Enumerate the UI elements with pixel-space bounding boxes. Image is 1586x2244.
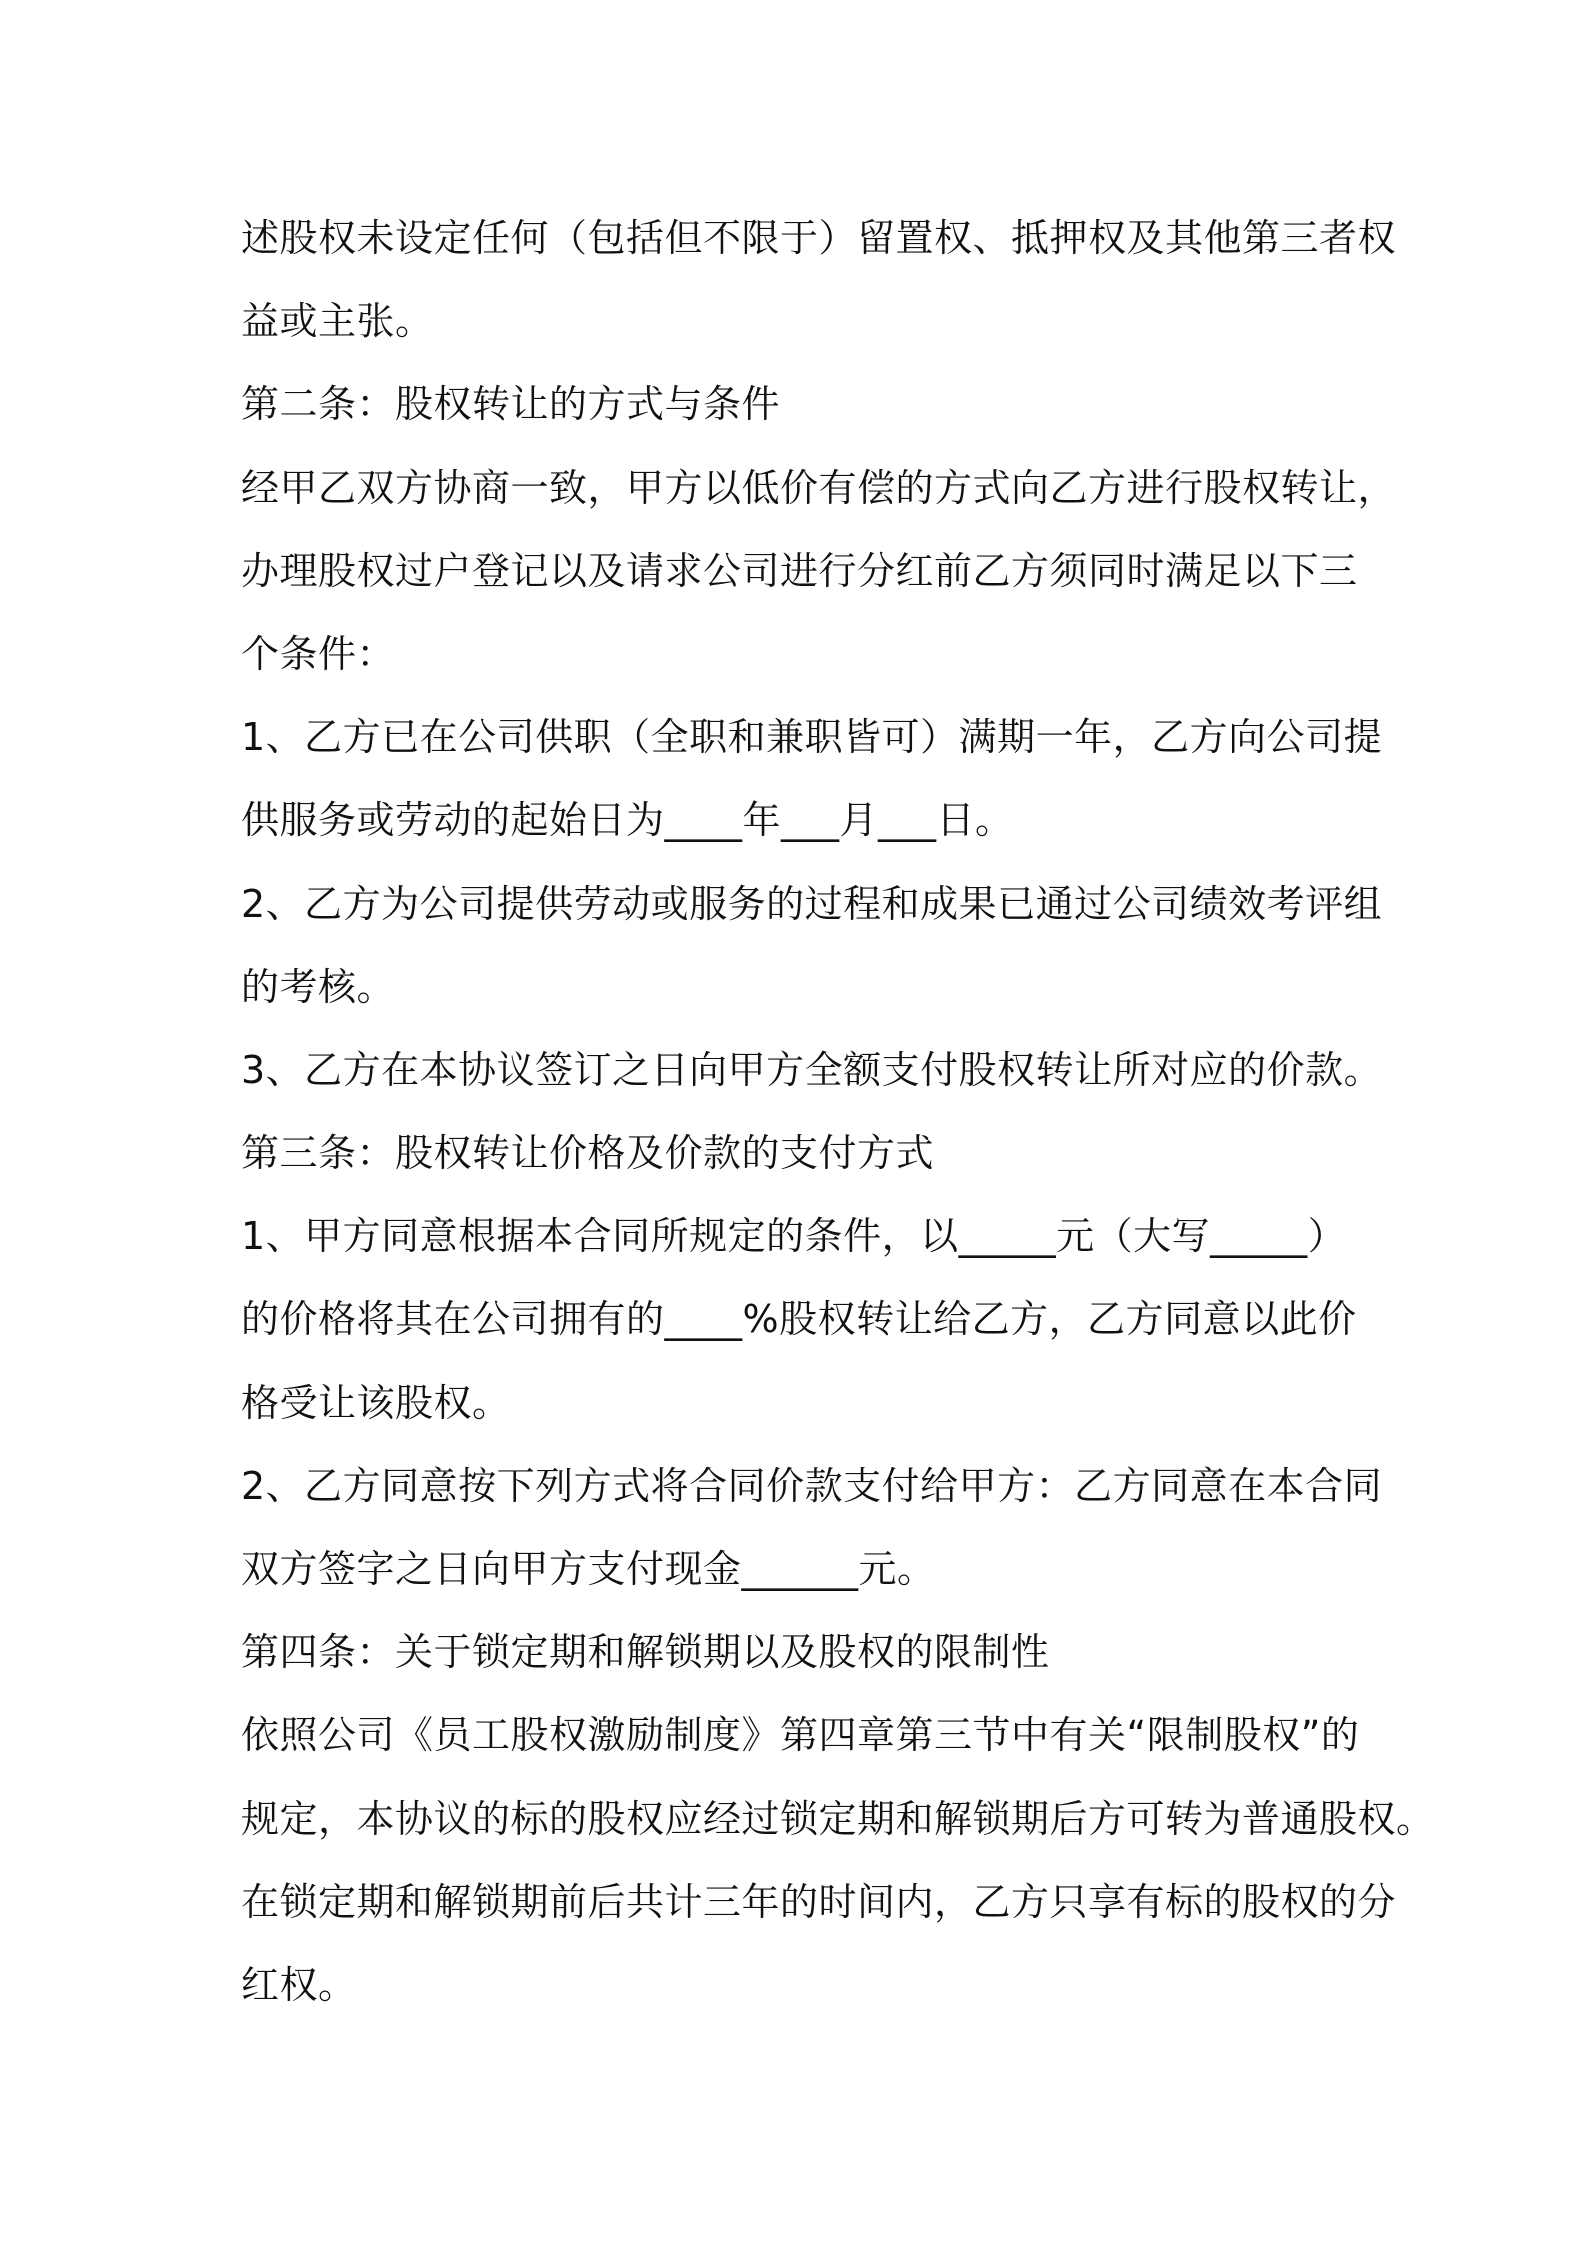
- list-item-line: 1、乙方已在公司供职（全职和兼职皆可）满期一年，乙方向公司提: [241, 715, 1383, 760]
- paragraph-line: 益或主张。: [241, 299, 434, 344]
- list-item-line: 的考核。: [241, 964, 396, 1009]
- paragraph-line: 个条件：: [241, 631, 396, 676]
- list-item-line: 2、乙方同意按下列方式将合同价款支付给甲方：乙方同意在本合同: [241, 1463, 1383, 1508]
- section-heading: 第二条：股权转让的方式与条件: [241, 382, 781, 427]
- list-item-line: 双方签字之日向甲方支付现金______元。: [241, 1547, 936, 1591]
- section-heading: 第四条：关于锁定期和解锁期以及股权的限制性: [241, 1630, 1050, 1675]
- list-item-line: 的价格将其在公司拥有的____%股权转让给乙方，乙方同意以此价: [241, 1297, 1357, 1342]
- paragraph-line: 规定，本协议的标的股权应经过锁定期和解锁期后方可转为普通股权。: [241, 1796, 1435, 1841]
- document-body: [241, 197, 1435, 2027]
- list-item-line: 1、甲方同意根据本合同所规定的条件，以_____元（大写_____）: [241, 1214, 1347, 1259]
- list-item-line: 2、乙方为公司提供劳动或服务的过程和成果已通过公司绩效考评组: [241, 881, 1383, 926]
- list-item-line: 供服务或劳动的起始日为____年___月___日。: [241, 798, 1014, 843]
- paragraph-line: 在锁定期和解锁期前后共计三年的时间内，乙方只享有标的股权的分: [241, 1879, 1397, 1924]
- paragraph-line: 述股权未设定任何（包括但不限于）留置权、抵押权及其他第三者权: [241, 216, 1397, 260]
- paragraph-line: 经甲乙双方协商一致，甲方以低价有偿的方式向乙方进行股权转让，: [241, 465, 1397, 510]
- list-item-line: 3、乙方在本协议签订之日向甲方全额支付股权转让所对应的价款。: [241, 1047, 1383, 1092]
- paragraph-line: 办理股权过户登记以及请求公司进行分红前乙方须同时满足以下三: [241, 548, 1358, 593]
- list-item-line: 格受让该股权。: [241, 1380, 511, 1425]
- paragraph-line: 红权。: [241, 1962, 357, 2007]
- section-heading: 第三条：股权转让价格及价款的支付方式: [241, 1131, 935, 1176]
- paragraph-line: 依照公司《员工股权激励制度》第四章第三节中有关“限制股权”的: [241, 1713, 1360, 1758]
